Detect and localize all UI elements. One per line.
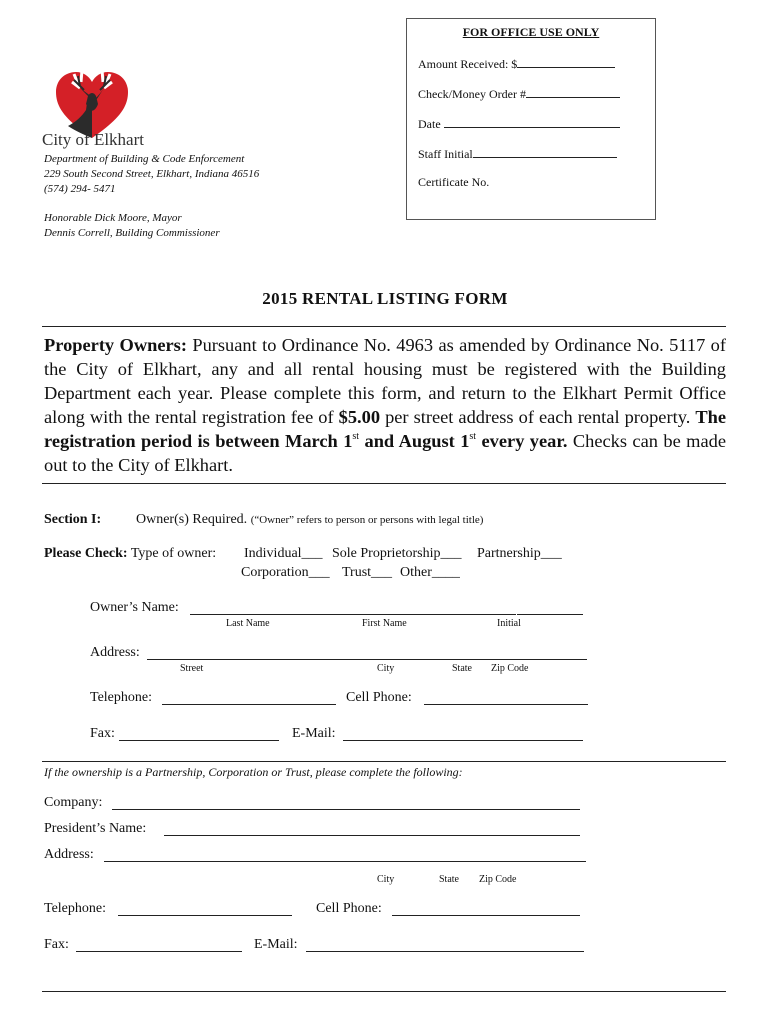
owner-telephone-label: Telephone:: [90, 690, 152, 705]
company-email-label: E-Mail:: [254, 937, 298, 952]
owner-email-input[interactable]: [343, 726, 583, 741]
first-name-caption: First Name: [362, 618, 407, 629]
bottom-rule: [42, 991, 726, 992]
period-sup-2: st: [469, 431, 477, 442]
company-label: Company:: [44, 795, 103, 810]
department-name: Department of Building & Code Enforcement: [44, 153, 245, 165]
ownership-note: If the ownership is a Partnership, Corporation or Trust, please complete the following:: [44, 765, 463, 779]
street-caption: Street: [180, 663, 204, 674]
company-city-caption: City: [377, 874, 395, 885]
type-of-owner-label: Type of owner:: [130, 546, 217, 561]
intro-lead: Property Owners:: [44, 335, 187, 355]
company-zip-caption: Zip Code: [479, 874, 517, 885]
intro-text-1: Pursuant to Ordinance No. 4963 as amended by Ordinance No. 5117 of the City of Elkhart, any and all rental housing must be registered with the Building Department each year. Please complete this form, and return to the Elkhart Permit Office along with the rental registration fee of: [44, 335, 726, 427]
title-rule: [42, 326, 726, 327]
section-1-rule: [42, 761, 726, 762]
owner-cell-phone-label: Cell Phone:: [346, 690, 412, 705]
company-cell-phone-label: Cell Phone:: [316, 901, 382, 916]
period-text-2: and August 1: [359, 431, 470, 451]
option-trust[interactable]: Trust___: [342, 565, 393, 580]
owner-initial-input[interactable]: [517, 600, 583, 615]
intro-paragraph: [44, 333, 726, 477]
company-telephone-label: Telephone:: [44, 901, 106, 916]
staff-initial-field[interactable]: Staff Initial: [418, 145, 617, 162]
owner-type-row: [44, 546, 216, 562]
option-partnership[interactable]: Partnership___: [477, 546, 562, 561]
office-use-title: FOR OFFICE USE ONLY: [462, 25, 600, 39]
office-use-box: [406, 18, 656, 220]
intro-rule: [42, 483, 726, 484]
company-email-input[interactable]: [306, 937, 584, 952]
president-name-input[interactable]: [164, 821, 580, 836]
company-fax-input[interactable]: [76, 937, 242, 952]
owner-email-label: E-Mail:: [292, 726, 336, 741]
intro-text-2: per street address of each rental property.: [380, 407, 696, 427]
owner-address-input[interactable]: [147, 645, 587, 660]
period-sup-1: st: [352, 431, 360, 442]
owner-telephone-input[interactable]: [162, 690, 336, 705]
owner-fax-input[interactable]: [119, 726, 279, 741]
option-individual[interactable]: Individual___: [244, 546, 323, 561]
state-caption: State: [452, 663, 472, 674]
owner-cell-phone-input[interactable]: [424, 690, 588, 705]
check-money-order-field[interactable]: Check/Money Order #: [418, 85, 620, 102]
owner-name-label: Owner’s Name:: [90, 600, 179, 615]
mayor-name: Honorable Dick Moore, Mayor: [44, 212, 182, 224]
city-name-logo: City of Elkhart: [42, 130, 144, 149]
section-1-label: Section I:: [44, 512, 102, 527]
department-phone: (574) 294- 5471: [44, 183, 116, 195]
section-1-heading: Owner(s) Required. (“Owner” refers to person or persons with legal title): [136, 512, 484, 527]
president-name-label: President’s Name:: [44, 821, 147, 836]
intro-text-3: Checks can be made out to the City of Elkhart.: [44, 431, 726, 475]
owner-name-input[interactable]: [190, 600, 516, 615]
last-name-caption: Last Name: [226, 618, 270, 629]
company-address-input[interactable]: [104, 847, 586, 862]
option-corporation[interactable]: Corporation___: [241, 565, 330, 580]
zip-caption: Zip Code: [491, 663, 529, 674]
company-address-label: Address:: [44, 847, 94, 862]
initial-caption: Initial: [497, 618, 521, 629]
fee-amount: $5.00: [338, 407, 381, 427]
company-fax-label: Fax:: [44, 937, 69, 952]
period-text-3: every year.: [476, 431, 568, 451]
certificate-no-field[interactable]: Certificate No.: [418, 175, 490, 189]
please-check-label: Please Check:: [44, 546, 128, 561]
form-title: 2015 RENTAL LISTING FORM: [262, 289, 508, 308]
city-caption: City: [377, 663, 395, 674]
option-other[interactable]: Other____: [400, 565, 460, 580]
owner-fax-label: Fax:: [90, 726, 115, 741]
company-input[interactable]: [112, 795, 580, 810]
commissioner-name: Dennis Correll, Building Commissioner: [44, 227, 220, 239]
department-address: 229 South Second Street, Elkhart, Indiana 46516: [44, 168, 260, 180]
owner-address-label: Address:: [90, 645, 140, 660]
company-state-caption: State: [439, 874, 459, 885]
company-telephone-input[interactable]: [118, 901, 292, 916]
option-sole-proprietorship[interactable]: Sole Proprietorship___: [332, 546, 462, 561]
company-cell-phone-input[interactable]: [392, 901, 580, 916]
date-field[interactable]: Date: [418, 115, 620, 132]
amount-received-field[interactable]: Amount Received: $: [418, 55, 615, 72]
period-text-1: The registration period is between March 1: [44, 407, 726, 451]
